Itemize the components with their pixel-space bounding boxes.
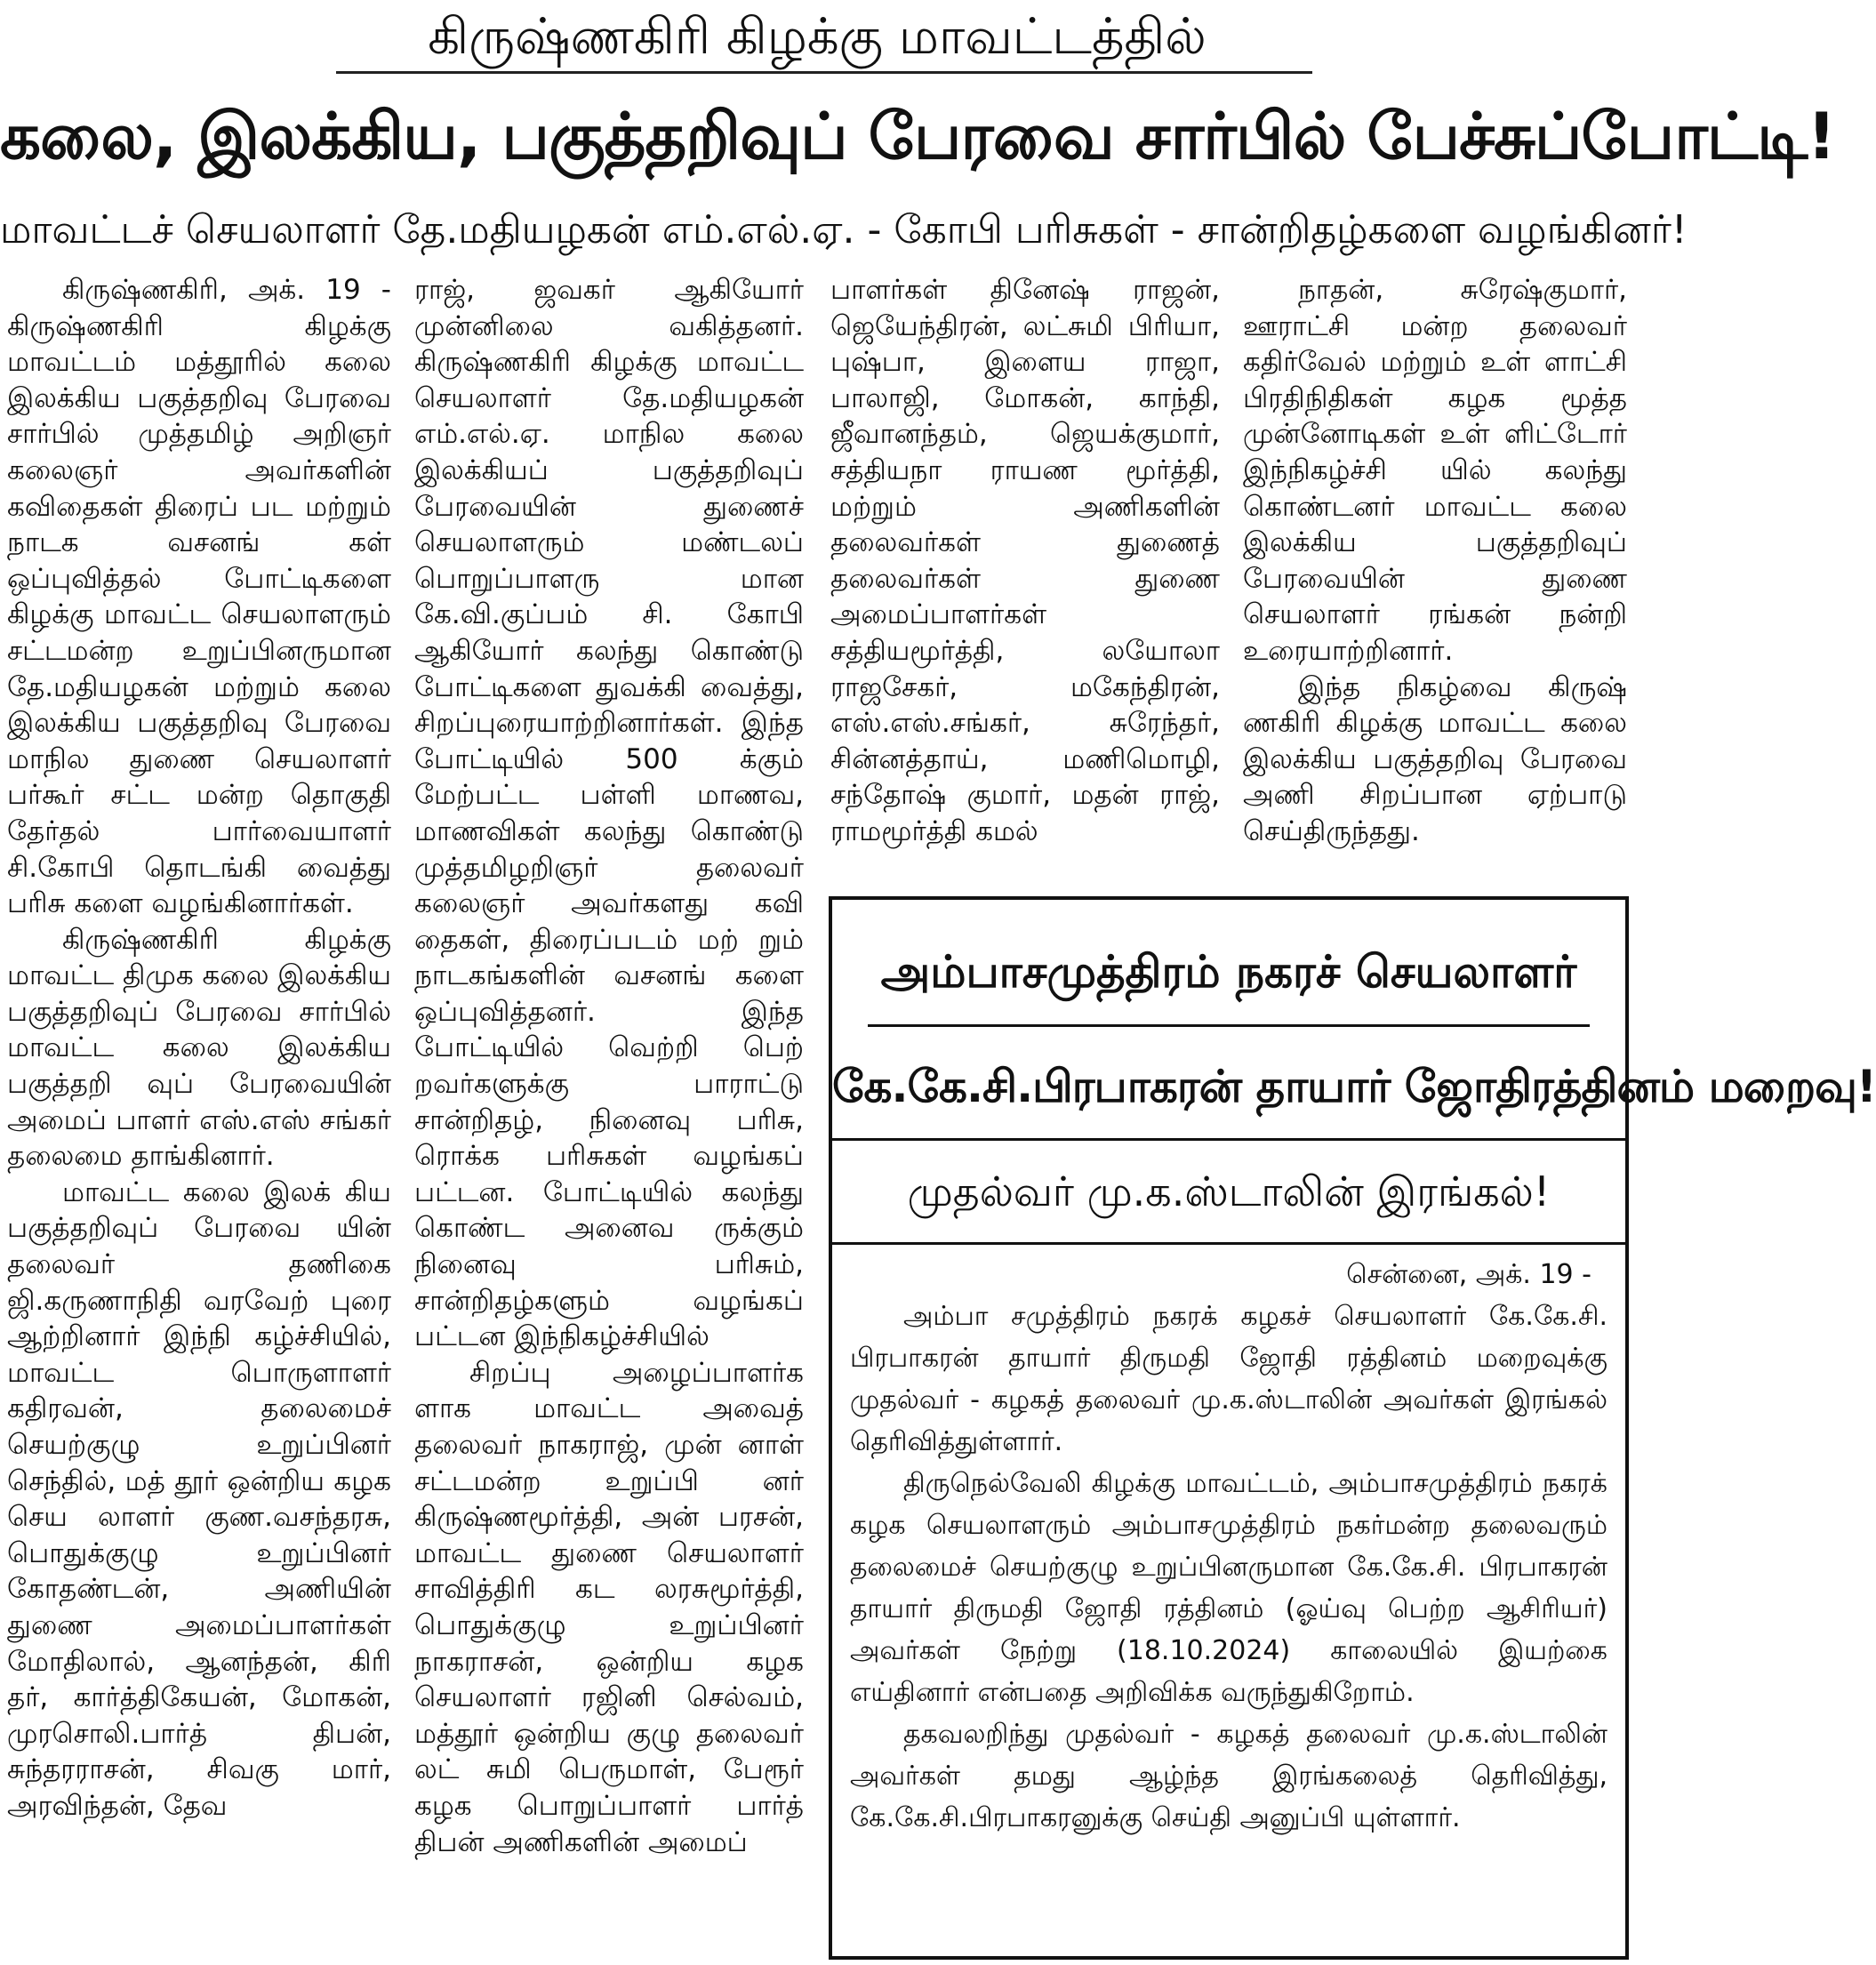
subheadline: மாவட்டச் செயலாளர் தே.மதியழகன் எம்.எல்.ஏ. - கோபி பரிசுகள் - சான்றிதழ்களை வழங்கினர்! [0, 207, 1688, 253]
article-paragraph: மாவட்ட கலை இலக் கிய பகுத்தறிவுப் பேரவை யின் தலைவர் தணிகை ஜி.கருணாநிதி வரவேற் புரை ஆற்றினார் இந்நி கழ்ச்சியில், மாவட்ட பொருளாளர் கதிரவன், தலைமைச் செயற்குழு உறுப்பினர் செந்தில், மத் தூர் ஒன்றிய கழக செய லாளர் குண.வசந்தரசு, பொதுக்குழு உறுப்பினர் கோதண்டன், அணியின் துணை அமைப்பாளர்கள் மோதிலால், ஆனந்தன், கிரி தர், கார்த்திகேயன், மோகன், முரசொலி.பார்த் திபன், சுந்தரராசன், சிவகு மார், அரவிந்தன், தேவ [7, 1175, 391, 1822]
article-column-4 [1243, 272, 1627, 850]
article-paragraph: ராஜ், ஜவகர் ஆகியோர் முன்னிலை வகித்தனர். கிருஷ்ணகிரி கிழக்கு மாவட்ட செயலாளர் தே.மதியழகன் எம்.எல்.ஏ. மாநில கலை இலக்கியப் பகுத்தறிவுப் பேரவையின் துணைச் செயலாளரும் மண்டலப் பொறுப்பாளரு மான கே.வி.குப்பம் சி. கோபி ஆகியோர் கலந்து கொண்டு போட்டிகளை துவக்கி வைத்து, சிறப்புரையாற்றினார்கள். இந்த போட்டியில் 500 க்கும் மேற்பட்ட பள்ளி மாணவ, மாணவிகள் கலந்து கொண்டு முத்தமிழறிஞர் தலைவர் கலைஞர் அவர்களது கவி தைகள், திரைப்படம் மற் றும் நாடகங்களின் வசனங் களை ஒப்புவித்தனர். இந்த போட்டியில் வெற்றி பெற் றவர்களுக்கு பாராட்டு சான்றிதழ், நினைவு பரிசு, ரொக்க பரிசுகள் வழங்கப் பட்டன. போட்டியில் கலந்து கொண்ட அனைவ ருக்கும் நினைவு பரிசும், சான்றிதழ்களும் வழங்கப் பட்டன இந்நிகழ்ச்சியில் [414, 274, 804, 1353]
article-paragraph: பாளர்கள் தினேஷ் ராஜன், ஜெயேந்திரன், லட்சுமி பிரியா, புஷ்பா, இளைய ராஜா, பாலாஜி, மோகன், காந்தி, ஜீவானந்தம், ஜெயக்குமார், சத்தியநா ராயண மூர்த்தி, மற்றும் அணிகளின் தலைவர்கள் துணைத் தலைவர்கள் துணை அமைப்பாளர்கள் சத்தியமூர்த்தி, லயோலா ராஜசேகர், மகேந்திரன், எஸ்.எஸ்.சங்கர், சுரேந்தர், சின்னத்தாய், மணிமொழி, சந்தோஷ் குமார், மதன் ராஜ், ராமமூர்த்தி கமல் [830, 274, 1220, 847]
obituary-paragraph: அம்பா சமுத்திரம் நகரக் கழகச் செயலாளர் கே.கே.சி. பிரபாகரன் தாயார் திருமதி ஜோதி ரத்தினம் மறைவுக்கு முதல்வர் - கழகத் தலைவர் மு.க.ஸ்டாலின் அவர்கள் இரங்கல் தெரிவித்துள்ளார். [850, 1301, 1607, 1457]
article-paragraph: கிருஷ்ணகிரி கிழக்கு மாவட்ட திமுக கலை இலக்கிய பகுத்தறிவுப் பேரவை சார்பில் மாவட்ட கலை இலக்கிய பகுத்தறி வுப் பேரவையின் அமைப் பாளர் எஸ்.எஸ் சங்கர் தலைமை தாங்கினார். [7, 923, 391, 1173]
obituary-title-line-2: கே.கே.சி.பிரபாகரன் தாயார் ஜோதிரத்தினம் மறைவு! [832, 1061, 1876, 1112]
obituary-title-line-1: அம்பாசமுத்திரம் நகரச் செயலாளர் [868, 919, 1590, 1027]
article-column-1 [7, 272, 391, 1825]
article-paragraph: இந்த நிகழ்வை கிருஷ் ணகிரி கிழக்கு மாவட்ட கலை இலக்கிய பகுத்தறிவு பேரவை அணி சிறப்பான ஏற்பாடு செய்திருந்தது. [1243, 670, 1627, 847]
obituary-dateline: சென்னை, அக். 19 - [1346, 1259, 1591, 1290]
article-column-3 [830, 272, 1220, 850]
article-column-2 [414, 272, 804, 1860]
obituary-body [850, 1254, 1607, 1839]
page-headline: கலை, இலக்கிய, பகுத்தறிவுப் பேரவை சார்பில் பேச்சுப்போட்டி! [0, 99, 1836, 173]
obituary-paragraph: திருநெல்வேலி கிழக்கு மாவட்டம், அம்பாசமுத்திரம் நகரக் கழக செயலாளரும் அம்பாசமுத்திரம் நகர்மன்ற தலைவரும் தலைமைச் செயற்குழு உறுப்பினருமான கே.கே.சி. பிரபாகரன் தாயார் திருமதி ஜோதி ரத்தினம் (ஓய்வு பெற்ற ஆசிரியர்) அவர்கள் நேற்று (18.10.2024) காலையில் இயற்கை எய்தினார் என்பதை அறிவிக்க வருந்துகிறோம். [850, 1468, 1607, 1708]
kicker-underline [336, 71, 1312, 74]
article-paragraph: நாதன், சுரேஷ்குமார், ஊராட்சி மன்ற தலைவர் கதிர்வேல் மற்றும் உள் ளாட்சி பிரதிநிதிகள் கழக மூத்த முன்னோடிகள் உள் ளிட்டோர் இந்நிகழ்ச்சி யில் கலந்து கொண்டனர் மாவட்ட கலை இலக்கிய பகுத்தறிவுப் பேரவையின் துணை செயலாளர் ரங்கன் நன்றி உரையாற்றினார். [1243, 274, 1627, 667]
obituary-paragraph: தகவலறிந்து முதல்வர் - கழகத் தலைவர் மு.க.ஸ்டாலின் அவர்கள் தமது ஆழ்ந்த இரங்கலைத் தெரிவித்து, கே.கே.சி.பிரபாகரனுக்கு செய்தி அனுப்பி யுள்ளார். [850, 1719, 1607, 1833]
obituary-subtitle: முதல்வர் மு.க.ஸ்டாலின் இரங்கல்! [832, 1138, 1625, 1245]
kicker-heading: கிருஷ்ணகிரி கிழக்கு மாவட்டத்தில் [428, 8, 1207, 66]
article-paragraph: கிருஷ்ணகிரி, அக். 19 - கிருஷ்ணகிரி கிழக்கு மாவட்டம் மத்தூரில் கலை இலக்கிய பகுத்தறிவு பேரவை சார்பில் முத்தமிழ் அறிஞர் கலைஞர் அவர்களின் கவிதைகள் திரைப் பட மற்றும் நாடக வசனங் கள் ஒப்புவித்தல் போட்டிகளை கிழக்கு மாவட்ட செயலாளரும் சட்டமன்ற உறுப்பினருமான தே.மதியழகன் மற்றும் கலை இலக்கிய பகுத்தறிவு பேரவை மாநில துணை செயலாளர் பர்கூர் சட்ட மன்ற தொகுதி தேர்தல் பார்வையாளர் சி.கோபி தொடங்கி வைத்து பரிசு களை வழங்கினார்கள். [7, 274, 391, 920]
obituary-box [829, 896, 1876, 1960]
article-paragraph: சிறப்பு அழைப்பாளர்க ளாக மாவட்ட அவைத் தலைவர் நாகராஜ், முன் னாள் சட்டமன்ற உறுப்பி னர் கிருஷ்ணமூர்த்தி, அன் பரசன், மாவட்ட துணை செயலாளர் சாவித்திரி கட லரசுமூர்த்தி, பொதுக்குழு உறுப்பினர் நாகராசன், ஒன்றிய கழக செயலாளர் ரஜினி செல்வம், மத்தூர் ஒன்றிய குழு தலைவர் லட் சுமி பெருமாள், பேரூர் கழக பொறுப்பாளர் பார்த் திபன் அணிகளின் அமைப் [414, 1356, 804, 1858]
